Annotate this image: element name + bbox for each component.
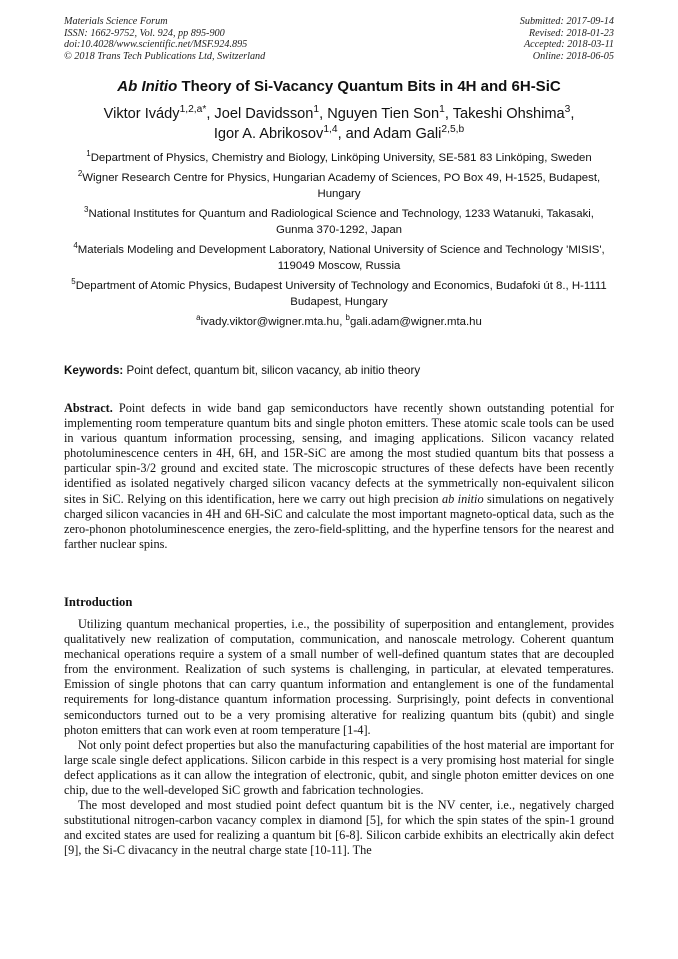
body-paragraph: Not only point defect properties but also the manufacturing capabilities of the host material are important for large scale single defect applications. Silicon carbide in this respect is a very promising host material for single defect applications as it can allow the integration of electronic, qubit, and single photon emitter devices on one chip, due to the well-developed SiC growth and fabrication technologies. [64, 737, 614, 798]
affiliation-text: Wigner Research Centre for Physics, Hungarian Academy of Sciences, PO Box 49, H-1525, Budapest, Hungary [82, 172, 601, 200]
affiliation-text: Materials Modeling and Development Laboratory, National University of Science and Technology 'MISIS', 119049 Moscow, Russia [77, 244, 605, 272]
email-mark-a: a [196, 313, 201, 323]
author-affil-sup: 1 [439, 104, 445, 116]
author [373, 126, 464, 142]
email-b[interactable]: gali.adam@wigner.mta.hu [349, 316, 482, 328]
section-heading-introduction: Introduction [64, 595, 133, 609]
affiliation-text: National Institutes for Quantum and Radiological Science and Technology, 1233 Watanuki, Takasaki, Gunma 370-1292, Japan [88, 208, 594, 236]
abstract-text-2: simulations on negatively charged silicon vacancies in 4H and 6H-SiC and calculate the most important magneto-optical data, such as the zero-phonon photoluminescence energies, the zero-field-splitting, and the hyperfine tensors for the nearest and farther nuclear spins. [64, 491, 614, 551]
keywords-label: Keywords: [64, 364, 124, 377]
keywords-text: Point defect, quantum bit, silicon vacancy, ab initio theory [123, 364, 421, 377]
email-line [66, 314, 612, 330]
author-affil-sup: 1,4 [323, 124, 338, 136]
author-name: Joel Davidsson [214, 106, 314, 122]
affiliation [66, 278, 612, 310]
journal-name: Materials Science Forum [64, 16, 168, 27]
affiliation-num: 5 [71, 277, 76, 287]
author [214, 106, 327, 122]
body-paragraph: Utilizing quantum mechanical properties, i.e., the possibility of superposition and entanglement, provides qualitatively new realization of computation, communication, and nanoscale metrology. Coherent quantum mechanical operations require a system of a small number of well-defined quantum states that are decoupled from the environment. Realization of such systems is challenging, in particular, at elevated temperatures. Emission of single photons that can carry quantum information and entanglement is one of the fundamental requirements for long-distance quantum information processing. Surprisingly, point defects in conventional semiconductors turned out to be a very promising alterative for realizing quantum bits (qubit) and single photon emitters that can work even at room temperature [1-4]. [64, 617, 614, 737]
author-affil-sup: 3 [564, 104, 571, 116]
journal-doi[interactable]: doi:10.4028/www.scientific.net/MSF.924.895 [64, 39, 248, 51]
title-rest: Theory of Si-Vacancy Quantum Bits in 4H and 6H-SiC [177, 78, 561, 95]
author-name: Takeshi Ohshima [452, 106, 565, 122]
abstract-text-1: Point defects in wide band gap semiconductors have recently shown outstanding potential for implementing room temperature quantum bits and single photon emitters. These atomic scale tools can be used in various quantum information processing, sensing, and imaging applications. Silicon vacancy related photoluminescence centers in 4H, 6H, and 15R-SiC are among the most studied quantum bits that possess a particular spin-3/2 ground and excited state. The microscopic structures of these defects have been recently identified as isolated negatively charged silicon vacancy defects at the symmetrically non-equivalent silicon sites in SiC. Relying on this identification, here we carry out high precision [64, 401, 614, 506]
affiliation-num: 1 [86, 149, 91, 159]
journal-copyright: © 2018 Trans Tech Publications Ltd, Switzerland [64, 50, 266, 62]
introduction-body [64, 617, 614, 859]
title-italic: Ab Initio [117, 78, 178, 95]
author-separator: , [206, 106, 215, 122]
author-affil-sup: 2,5,b [441, 124, 465, 136]
affiliation-num: 4 [73, 241, 78, 251]
author-separator: , [570, 106, 575, 122]
affiliation [66, 150, 612, 166]
author-affil-sup: 1,2,a* [179, 104, 207, 116]
author [453, 106, 575, 122]
author-separator: , [444, 106, 453, 122]
author-separator: , [319, 106, 328, 122]
publication-dates [520, 16, 614, 62]
affiliation-text: Department of Atomic Physics, Budapest University of Technology and Economics, Budafoki út 8., H-1111 Budapest, Hungary [75, 280, 607, 308]
author [327, 106, 453, 122]
affiliation [66, 170, 612, 202]
author [214, 126, 373, 142]
author-affil-sup: 1 [313, 104, 320, 116]
author-name: Viktor Ivády [103, 106, 180, 122]
email-mark-b: b [345, 313, 350, 323]
journal-info [64, 16, 265, 62]
author-list [60, 104, 618, 144]
affiliation-text: Department of Physics, Chemistry and Biology, Linköping University, SE-581 83 Linköping, Sweden [90, 152, 592, 164]
affiliation [66, 242, 612, 274]
author-separator: , and [337, 126, 374, 142]
abstract-label: Abstract. [64, 401, 113, 415]
affiliation-num: 2 [77, 169, 83, 179]
abstract-italic: ab initio [441, 491, 484, 506]
affiliation-list [66, 150, 612, 334]
journal-issn: ISSN: 1662-9752, Vol. 924, pp 895-900 [64, 27, 225, 39]
author-name: Nguyen Tien Son [327, 106, 440, 122]
email-a[interactable]: ivady.viktor@wigner.mta.hu [200, 316, 340, 328]
affiliation [66, 206, 612, 238]
keywords [64, 363, 624, 378]
author-name: Adam Gali [373, 126, 442, 142]
body-paragraph: The most developed and most studied point defect quantum bit is the NV center, i.e., negatively charged substitutional nitrogen-carbon vacancy complex in diamond [5], for which the spin states of the spin-1 ground and excited states are used for realizing a quantum bit [6-8]. Silicon carbide exhibits an electrically akin defect [9], the Si-C divacancy in the neutral charge state [10-11]. The [64, 798, 614, 858]
date-revised: Revised: 2018-01-23 [528, 27, 614, 39]
date-accepted: Accepted: 2018-03-11 [523, 39, 614, 51]
date-submitted: Submitted: 2017-09-14 [519, 16, 614, 27]
date-online: Online: 2018-06-05 [532, 50, 614, 62]
email-separator: , [339, 316, 346, 328]
abstract [64, 401, 614, 552]
paper-title [40, 78, 638, 96]
affiliation-num: 3 [84, 205, 89, 215]
author [104, 106, 215, 122]
author-name: Igor A. Abrikosov [213, 126, 324, 142]
